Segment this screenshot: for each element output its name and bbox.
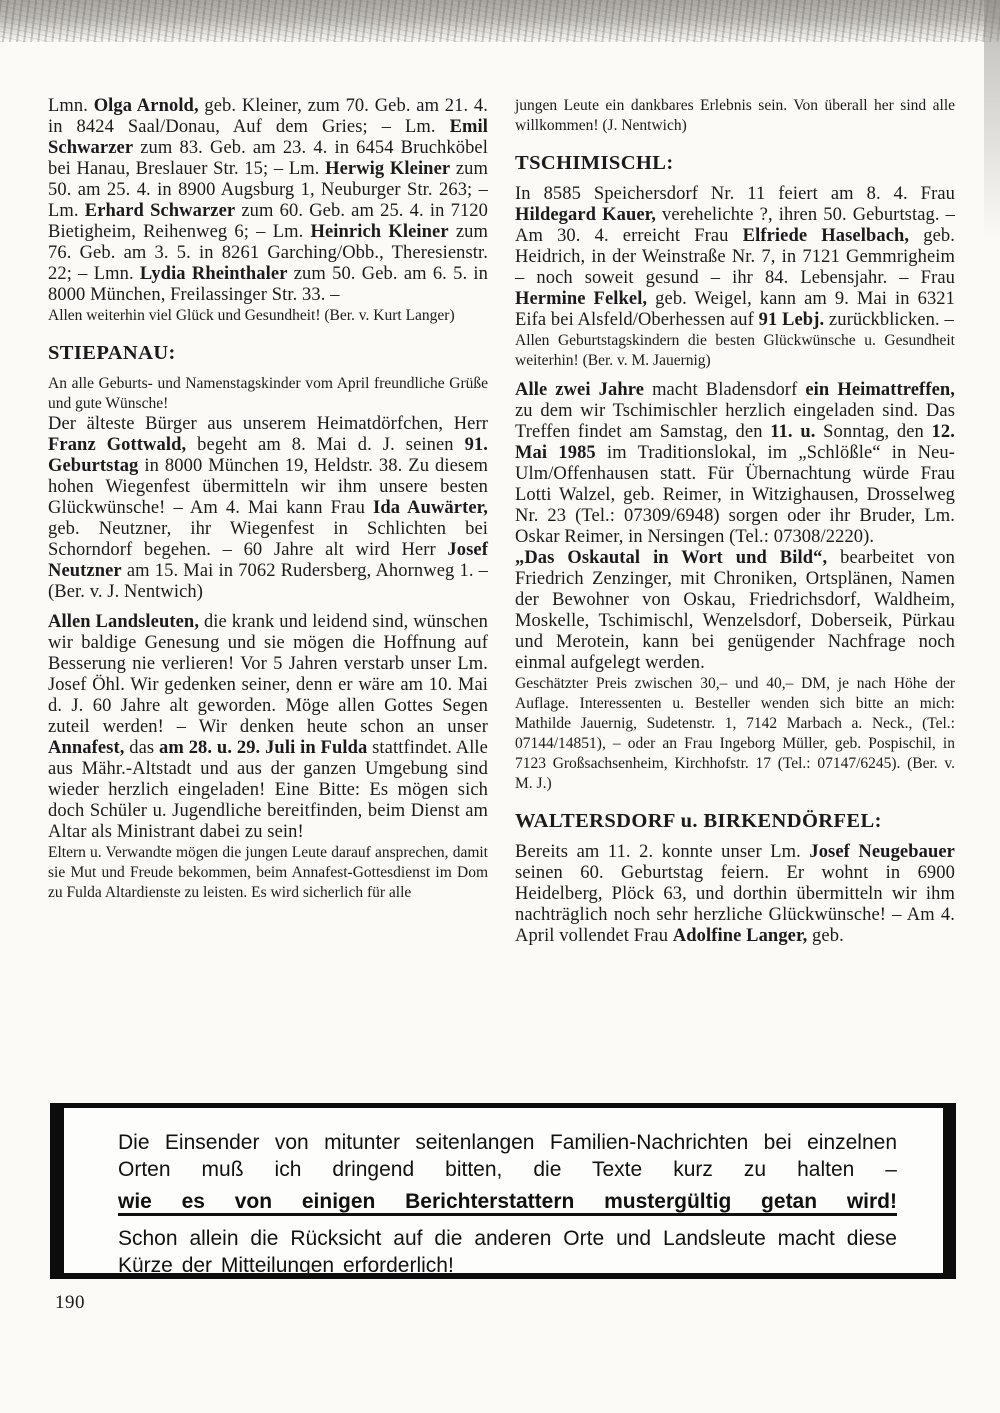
para-note-ber-kurt-langer: Allen weiterhin viel Glück und Gesundheit! (Ber. v. Kurt Langer) [48, 307, 455, 324]
page-number: 190 [55, 1292, 85, 1313]
notice-line-reason: Schon allein die Rücksicht auf die anderen Orte und Landsleute macht diese Kürze der Mitteilungen erforderlich! [118, 1227, 897, 1277]
para-allen-landsleuten-annafest: Allen Landsleuten, die krank und leidend sind, wünschen wir baldige Genesung und sie mögen die Hoffnung auf Besserung nie verlieren! Vor 5 Jahren verstarb unser Lm. Josef Öhl. Wir gedenken seiner, denn er wäre am 10. Mai d. J. 60 Jahre alt geworden. Möge allen Gottes Segen zuteil werden! – Wir denken heute schon an unser Annafest, das am 28. u. 29. Juli in Fulda stattfindet. Alle aus Mähr.-Altstadt und aus der ganzen Umgebung sind wieder herzlich eingeladen! Eine Bitte: Es mögen sich doch Schüler u. Jugendliche bereitfinden, beim Dienst am Altar als Ministrant dabei zu sein! [48, 612, 488, 842]
para-tschimischl-birthdays: In 8585 Speichersdorf Nr. 11 feiert am 8. 4. Frau Hildegard Kauer, verehelichte ?, ihren 50. Geburtstag. – Am 30. 4. erreicht Frau Elfriede Haselbach, geb. Heidrich, in der Weinstraße Nr. 7, in 7121 Gemmrigheim – noch soweit gesund – ihr 84. Lebensjahr. – Frau Hermine Felkel, geb. Weigel, kann am 9. Mai in 6321 Eifa bei Alsfeld/Oberhessen auf 91 Lebj. zurückblicken. – [515, 184, 955, 330]
notice-line-request: Die Einsender von mitunter seitenlangen Familien-Nachrichten bei einzelnen Orten muß ich dringend bitten, die Texte kurz zu halten – [118, 1131, 897, 1181]
para-heimattreffen-bladensdorf: Alle zwei Jahre macht Bladensdorf ein Heimattreffen, zu dem wir Tschimischler herzlich eingeladen sind. Das Treffen findet am Samstag, den 11. u. Sonntag, den 12. Mai 1985 im Traditionslokal, im „Schlößle“ in Neu-Ulm/Offenhausen statt. Für Übernachtung würde Frau Lotti Walzel, geb. Reimer, in Witzighausen, Drosselweg Nr. 23 (Tel.: 07309/6948) sorgen oder ihr Bruder, Lm. Oskar Reimer, in Nersingen (Tel.: 07308/2220). [515, 380, 956, 547]
scan-artifact-top-band [0, 0, 1000, 42]
para-book-price-contacts: Geschätzter Preis zwischen 30,– und 40,– DM, je nach Höhe der Auflage. Interessenten u. Besteller wenden sich bitte an mich: Mathilde Jauernig, Sudetenstr. 1, 7142 Marbach a. Neck., (Tel.: 07144/14851), – oder an Frau Ingeborg Müller, geb. Pospischil, in 7123 Großsachsenheim, Kirchhofstr. 17 (Tel.: 07147/6245). (Ber. v. M. J.) [515, 675, 955, 792]
right-column [515, 96, 955, 947]
para-eltern-verwandte-note: Eltern u. Verwandte mögen die jungen Leute darauf ansprechen, damit sie Mut und Freude bekommen, beim Annafest-Gottesdienst im Dom zu Fulda Altardienste zu leisten. Es wird sicherlich für alle [48, 844, 488, 901]
para-josef-neugebauer-birthday: Bereits am 11. 2. konnte unser Lm. Josef Neugebauer seinen 60. Geburtstag feiern. Er wohnt in 6900 Heidelberg, Plöck 63, und dorthin übermitteln wir ihm nachträglich noch sehr herzliche Glückwünsche! – Am 4. April vollendet Frau Adolfine Langer, geb. [515, 842, 955, 946]
para-note-j-nentwich-continued: jungen Leute ein dankbares Erlebnis sein. Von überall her sind alle willkommen! (J. Nentwich) [515, 97, 955, 134]
editor-notice-box [50, 1103, 956, 1279]
para-note-ber-m-jauernig: Allen Geburtstagskindern die besten Glückwünsche u. Gesundheit weiterhin! (Ber. v. M. Jauernig) [515, 332, 955, 369]
two-column-text-area [48, 96, 956, 947]
para-birthday-list-continued: Lmn. Olga Arnold, geb. Kleiner, zum 70. Geb. am 21. 4. in 8424 Saal/Donau, Auf dem Gries; – Lm. Emil Schwarzer zum 83. Geb. am 23. 4. in 6454 Bruchköbel bei Hanau, Breslauer Str. 15; – Lm. Herwig Kleiner zum 50. am 25. 4. in 8900 Augsburg 1, Neuburger Str. 263; – Lm. Erhard Schwarzer zum 60. Geb. am 25. 4. in 7120 Bietigheim, Reihenweg 6; – Lm. Heinrich Kleiner zum 76. Geb. am 3. 5. in 8261 Garching/Obb., Theresienstr. 22; – Lmn. Lydia Rheinthaler zum 50. Geb. am 6. 5. in 8000 München, Freilassinger Str. 33. – [48, 96, 489, 305]
para-april-greetings: An alle Geburts- und Namenstagskinder vom April freundliche Grüße und gute Wünsche! [48, 375, 488, 412]
para-franz-gottwald-birthdays: Der älteste Bürger aus unserem Heimatdörfchen, Herr Franz Gottwald, begeht am 8. Mai d. J. seinen 91. Geburtstag in 8000 München 19, Heldstr. 38. Zu diesem hohen Wiegenfest übermitteln wir ihm unsere besten Glückwünsche! – Am 4. Mai kann Frau Ida Auwärter, geb. Neutzner, ihr Wiegenfest in Schlichten bei Schorndorf begehen. – 60 Jahre alt wird Herr Josef Neutzner am 15. Mai in 7062 Rudersberg, Ahornweg 1. – (Ber. v. J. Nentwich) [48, 414, 489, 602]
para-oskautal-book: „Das Oskautal in Wort und Bild“, bearbeitet von Friedrich Zenzinger, mit Chroniken, Ortsplänen, Namen der Bewohner von Oskau, Friedrichsdorf, Waldheim, Moskelle, Tschimischl, Wenzelsdorf, Doberseik, Pürkau und Merotein, kann bei genügender Nachfrage noch einmal aufgelegt werden. [515, 548, 955, 673]
section-heading-stiepanau: STIEPANAU: [48, 342, 176, 364]
notice-line-emphasis-underlined: wie es von einigen Berichterstattern mustergültig getan wird! [118, 1190, 897, 1213]
section-heading-waltersdorf-birkendoerfel: WALTERSDORF u. BIRKENDÖRFEL: [515, 810, 882, 832]
scan-artifact-right-edge [984, 0, 1000, 240]
section-heading-tschimischl: TSCHIMISCHL: [515, 152, 674, 174]
left-column [48, 96, 488, 947]
